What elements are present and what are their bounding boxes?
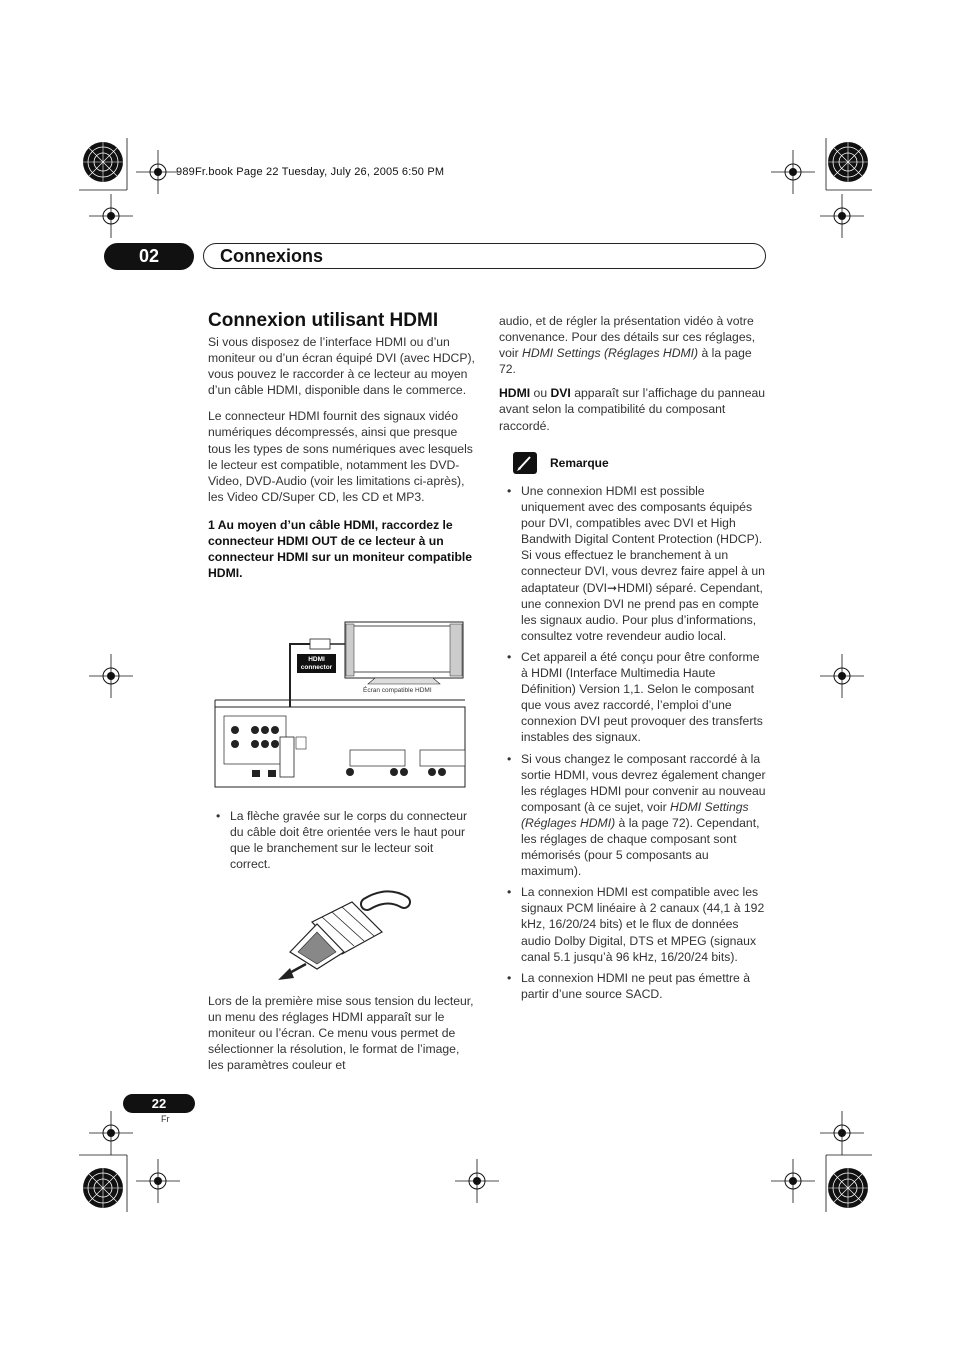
right-column-top — [499, 313, 767, 439]
chapter-number: 02 — [104, 243, 194, 270]
page-language: Fr — [161, 1114, 170, 1124]
chapter-title: Connexions — [220, 246, 324, 266]
note-item-5: • La connexion HDMI ne peut pas émettre à partir d’une source SACD. — [499, 970, 769, 1002]
bullet-arrow-orientation: • La flèche gravée sur le corps du connecteur du câble doit être orientée vers le haut pour que le branchement sur le lecteur soit correct. — [208, 808, 476, 872]
note-item-2: • Cet appareil a été conçu pour être conforme à HDMI (Interface Multimedia Haute Définition) Version 1,1. Selon le composant que vous avez raccordé, l’emploi d’une connexion DVI peut provoquer des transferts instables des signaux. — [499, 649, 769, 746]
hdmi-connector-label: HDMI connector — [297, 654, 336, 673]
left-column-top — [208, 334, 476, 586]
step-1: 1 Au moyen d’un câble HDMI, raccordez le connecteur HDMI OUT de ce lecteur à un connecteur HDMI sur un moniteur compatible HDMI. — [208, 517, 473, 581]
note-list — [499, 483, 769, 1007]
connector-paragraph: Le connecteur HDMI fournit des signaux vidéo numériques décompressés, ainsi que presque tous les types de sons numériques avec lesquels le lecteur est compatible, notamment les DVD-Video, DVD-Audio (voir les limitations ci-après), les Video CD/Super CD, les CD et MP3. — [208, 409, 473, 504]
display-paragraph: HDMI ou DVI apparaît sur l’affichage du panneau avant selon la compatibilité du composant raccordé. — [499, 386, 766, 433]
hdmi-plug-illustration — [272, 884, 412, 984]
note-pencil-icon — [513, 452, 537, 474]
hdmi-connection-diagram — [210, 612, 480, 794]
note-item-4: • La connexion HDMI est compatible avec les signaux PCM linéaire à 2 canaux (44,1 à 192 kHz, 16/20/24 bits) et le flux de données audio Dolby Digital, DTS et MPEG (signaux canal 5.1 jusqu’à 96 kHz, 16/20/24 bits). — [499, 884, 769, 964]
page-number: 22 — [123, 1094, 195, 1113]
left-bullet-list — [208, 808, 476, 877]
left-column-bottom — [208, 993, 476, 1078]
section-title: Connexion utilisant HDMI — [208, 310, 439, 331]
screen-caption: Écran compatible HDMI — [363, 687, 432, 694]
book-file-info: 989Fr.book Page 22 Tuesday, July 26, 2005 6:50 PM — [176, 166, 445, 178]
note-item-1: • Une connexion HDMI est possible uniquement avec des composants équipés pour DVI, compatibles avec DVI et High Bandwith Digital Content Protection (HDCP). Si vous effectuez le branchement à un connecteur DVI, vous devrez faire appel à un adaptateur (DVI➞HDMI) séparé. Cependant, une connexion DVI ne prend pas en compte les signaux audio. Pour plus d’informations, consultez votre revendeur audio local. — [499, 483, 769, 644]
note-label: Remarque — [550, 456, 609, 470]
continuation-paragraph: audio, et de régler la présentation vidéo à votre convenance. Pour des détails sur ces réglages, voir HDMI Settings (Réglages HDMI) à la page 72. — [499, 314, 756, 377]
first-power-on-paragraph: Lors de la première mise sous tension du lecteur, un menu des réglages HDMI apparaît sur le moniteur ou l’écran. Ce menu vous permet de sélectionner la résolution, le format de l’image, les paramètres couleur et — [208, 994, 474, 1073]
intro-paragraph: Si vous disposez de l’interface HDMI ou d’un moniteur ou d’un écran équipé DVI (avec HDCP), vous pouvez le raccorder à ce lecteur au moyen d’un câble HDMI, disponible dans le commerce. — [208, 335, 475, 398]
note-item-3: • Si vous changez le composant raccordé à la sortie HDMI, vous devrez également changer les réglages HDMI pour convenir au nouveau composant (à ce sujet, voir HDMI Settings (Réglages HDMI) à la page 72). Cependant, les réglages de chaque composant sont mémorisés (pour 5 composants au maximum). — [499, 751, 769, 880]
hdmi-settings-ref: HDMI Settings (Réglages HDMI) — [522, 346, 699, 361]
